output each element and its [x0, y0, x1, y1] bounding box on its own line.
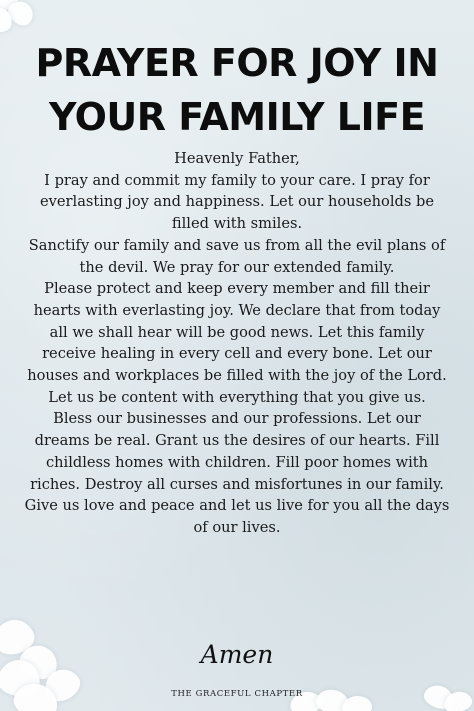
amen-signature: Amen — [200, 640, 274, 669]
prayer-paragraph: Bless our businesses and our professions. Let our dreams be real. Grant us the desires of our hearts. Fill childless homes with children. Fill poor homes with riches. Destroy all curses and misfortunes in our family. Give us love and peace and let us live for you all the days of our lives. — [24, 410, 450, 536]
footer-brand: THE GRACEFUL CHAPTER — [171, 689, 303, 699]
title-line-1: PRAYER FOR JOY IN — [35, 41, 439, 85]
page-title — [10, 36, 464, 144]
prayer-greeting: Heavenly Father, — [174, 150, 300, 167]
title-line-2: YOUR FAMILY LIFE — [48, 95, 426, 139]
prayer-paragraph: Sanctify our family and save us from all the evil plans of the devil. We pray for our extended family. — [28, 236, 446, 276]
prayer-body — [24, 148, 450, 539]
prayer-paragraph: I pray and commit my family to your care. I pray for everlasting joy and happiness. Let our households be filled with smiles. — [40, 171, 434, 233]
prayer-paragraph: Please protect and keep every member and fill their hearts with everlasting joy. We declare that from today all we shall hear will be good news. Let this family receive healing in every cell and every bone. Let our houses and workplaces be filled with the joy of the Lord. Let us be content with everything that you give us. — [27, 280, 447, 406]
